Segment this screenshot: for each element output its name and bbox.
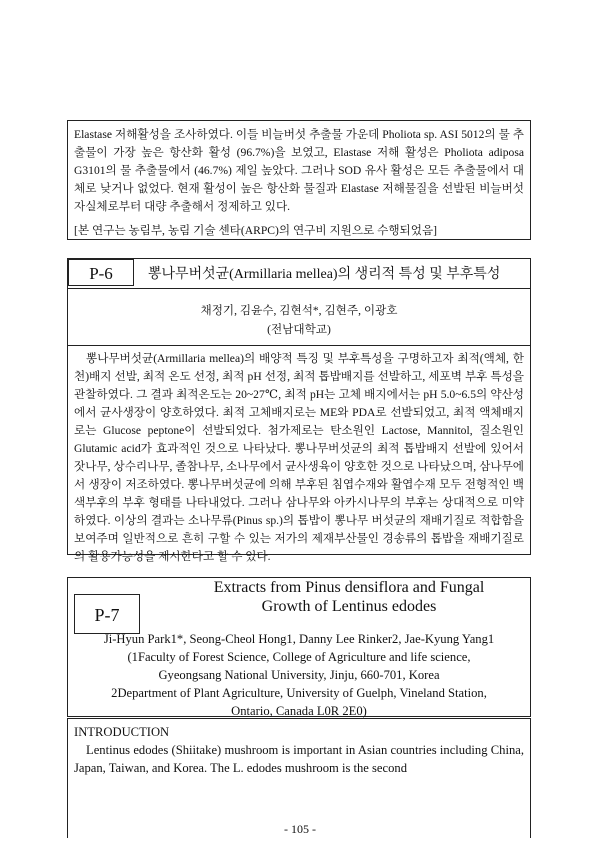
p7-affiliation-2a: 2Department of Plant Agriculture, University of Guelph, Vineland Station, [111, 686, 487, 700]
p6-authors: 채정기, 김윤수, 김현석*, 김현주, 이광호 [200, 304, 398, 317]
p7-title [168, 578, 530, 616]
p7-title-line2: Growth of Lentinus edodes [261, 598, 437, 615]
p7-authors-block [68, 630, 530, 720]
page-number: - 105 - [284, 822, 316, 836]
p6-label: P-6 [68, 259, 134, 286]
p6-authors-block [68, 301, 530, 339]
p6-affiliation: (전남대학교) [267, 323, 331, 336]
previous-abstract-text: Elastase 저해활성을 조사하였다. 이들 비늘버섯 추출물 가운데 Pholiota sp. ASI 5012의 물 추출물이 가장 높은 항산화 활성 (96.7%)을 보였고, Elastase 저해 활성은 Pholiota adiposa G3101의 물 추출물에서 (46.7%) 제일 높았다. 그러나 SOD 유사 활성은 모든 추출물에서 대체로 낮거나 없었다. 현재 활성이 높은 항산화 물질과 Elastase 저해물질을 선발된 비늘버섯 자실체로부터 대량 추출해서 정제하고 있다. [74, 128, 524, 213]
p7-title-line1: Extracts from Pinus densiflora and Fungal [213, 579, 485, 596]
p7-intro-text: Lentinus edodes (Shiitake) mushroom is important in Asian countries including China, Japan, Taiwan, and Korea. The L. edodes mushroom is the second [74, 743, 524, 775]
p7-affiliation-1a: (1Faculty of Forest Science, College of Agriculture and life science, [127, 650, 471, 664]
p6-abstract: 뽕나무버섯균(Armillaria mellea)의 배양적 특징 및 부후특성을 구명하고자 최적(액체, 한천)배지 선발, 최적 온도 선정, 최적 pH 선정, 최적 톱밥배지를 선발하고, 세포벽 부후 특성을 관찰하였다. 그 결과 최적온도는 20~27℃, 최적 pH는 고체 배지에서는 pH 5.0~6.5의 약산성에서 균사생장이 양호하였다. 최적 고체배지로는 ME와 PDA로 선발되었고, 최적 액체배지로는 Glucose peptone이 선발되었다. 첨가제로는 탄소원인 Lactose, Mannitol, 질소원인 Glutamic acid가 효과적인 것으로 나타났다. 뽕나무버섯균의 최적 톱밥배지 선발에 있어서 잣나무, 상수리나무, 졸참나무, 소나무에서 균사생육이 양호한 것으로 나타났으며, 삼나무에서 생장이 저조하였다. 뽕나무버섯균에 의해 부후된 침엽수재와 활엽수재 모두 전형적인 백색부후의 부후 형태를 나타내었다. 그러나 삼나무와 아카시나무의 부후는 상대적으로 미약하였다. 이상의 결과는 소나무류(Pinus sp.)의 톱밥이 뽕나무 버섯균의 재배기질로 적합함을 보여주며 일반적으로 흔히 구할 수 있는 저가의 제재부산물인 경송류의 톱밥을 재배기질로의 활용가능성을 제시한다고 할 수 있다. [74, 352, 524, 563]
p7-section-heading: INTRODUCTION [74, 725, 170, 739]
p6-header [68, 259, 530, 289]
p7-label: P-7 [74, 594, 140, 634]
p6-body [68, 345, 530, 566]
p6-title: 뽕나무버섯균(Armillaria mellea)의 생리적 특성 및 부후특성 [148, 267, 501, 282]
previous-abstract-box [67, 120, 531, 240]
abstract-p6 [67, 258, 531, 563]
p7-affiliation-2b: Ontario, Canada L0R 2E0) [231, 704, 367, 718]
funding-note: [본 연구는 농림부, 농림 기술 센타(ARPC)의 연구비 지원으로 수행되었음] [74, 224, 438, 237]
p7-authors: Ji-Hyun Park1*, Seong-Cheol Hong1, Danny Lee Rinker2, Jae-Kyung Yang1 [103, 632, 495, 646]
abstract-p7-header [67, 577, 531, 717]
p7-affiliation-1b: Gyeongsang National University, Jinju, 660-701, Korea [158, 668, 440, 682]
p7-introduction [67, 718, 531, 838]
